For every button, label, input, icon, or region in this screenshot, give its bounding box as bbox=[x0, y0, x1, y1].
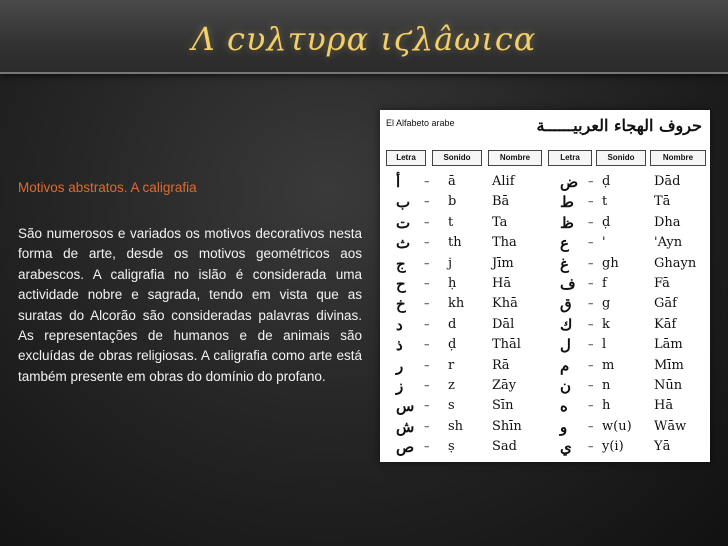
name-left: Rā bbox=[492, 357, 510, 373]
name-left: Hā bbox=[492, 276, 512, 291]
name-left: Khā bbox=[492, 296, 518, 312]
table-row bbox=[380, 437, 710, 457]
separator-dash: – bbox=[424, 440, 430, 454]
separator-dash: – bbox=[588, 215, 594, 229]
letter-right: ي bbox=[560, 438, 572, 457]
table-row bbox=[380, 396, 710, 416]
table-row bbox=[380, 294, 710, 314]
col-letter-left: Letra bbox=[386, 150, 426, 166]
name-right: Hā bbox=[654, 398, 674, 414]
separator-dash: – bbox=[424, 277, 430, 290]
letter-right: غ bbox=[560, 254, 569, 273]
separator-dash: – bbox=[588, 236, 594, 250]
letter-left: ح bbox=[396, 275, 406, 293]
name-right: Tā bbox=[654, 194, 671, 210]
name-right: Kāf bbox=[654, 316, 677, 332]
separator-dash: – bbox=[588, 440, 594, 454]
separator-dash: – bbox=[424, 379, 430, 392]
separator-dash: – bbox=[424, 215, 430, 229]
slide-subtitle: Motivos abstratos. A caligrafia bbox=[18, 180, 197, 195]
letter-right: ظ bbox=[560, 213, 574, 232]
sound-left: ḍ bbox=[448, 337, 457, 353]
name-right: Dād bbox=[654, 174, 681, 189]
letter-left: ب bbox=[396, 193, 411, 212]
name-left: Tha bbox=[492, 235, 517, 251]
name-right: Fā bbox=[654, 276, 670, 291]
col-letter-right: Letra bbox=[548, 150, 592, 166]
table-row bbox=[380, 376, 710, 396]
name-left: Dāl bbox=[492, 316, 515, 332]
separator-dash: – bbox=[588, 358, 594, 372]
slide-title: Λ ϲυλτυρα ιϛλâωιϲα bbox=[191, 20, 537, 58]
separator-dash: – bbox=[424, 419, 430, 433]
sound-right: y(i) bbox=[602, 439, 624, 455]
sound-left: ṣ bbox=[448, 439, 455, 455]
letter-right: ف bbox=[560, 275, 576, 293]
table-row bbox=[380, 213, 710, 233]
arabic-alphabet-table bbox=[380, 110, 710, 462]
name-right: 'Ayn bbox=[654, 235, 683, 251]
letter-right: و bbox=[560, 417, 568, 436]
title-bar bbox=[0, 0, 728, 74]
name-left: Zāy bbox=[492, 378, 517, 393]
letter-left: د bbox=[396, 315, 403, 334]
letter-left: ث bbox=[396, 234, 411, 253]
sound-left: th bbox=[448, 235, 462, 251]
letter-left: ج bbox=[396, 254, 406, 273]
letter-left: ز bbox=[396, 377, 404, 395]
name-left: Jīm bbox=[492, 255, 514, 271]
letter-right: م bbox=[560, 356, 570, 375]
name-right: Dha bbox=[654, 214, 681, 230]
sound-left: z bbox=[448, 378, 455, 393]
name-right: Wāw bbox=[654, 418, 687, 434]
table-row bbox=[380, 233, 710, 253]
sound-right: ' bbox=[602, 235, 606, 251]
name-left: Thāl bbox=[492, 337, 521, 353]
letter-left: ت bbox=[396, 213, 411, 232]
sound-right: t bbox=[602, 194, 608, 210]
name-right: Mīm bbox=[654, 357, 684, 373]
table-row bbox=[380, 335, 710, 355]
sound-right: ḍ bbox=[602, 214, 611, 230]
sound-left: ā bbox=[448, 174, 456, 189]
letter-left: ذ bbox=[396, 336, 403, 355]
table-row bbox=[380, 356, 710, 376]
letter-right: ه bbox=[560, 397, 568, 416]
separator-dash: – bbox=[588, 277, 594, 290]
letter-left: خ bbox=[396, 295, 406, 314]
sound-right: n bbox=[602, 378, 611, 393]
alphabet-header: El Alfabeto arabe bbox=[386, 118, 455, 128]
separator-dash: – bbox=[424, 358, 430, 372]
letter-left: ش bbox=[396, 417, 415, 436]
sound-left: r bbox=[448, 357, 455, 373]
sound-left: s bbox=[448, 398, 455, 414]
table-row bbox=[380, 315, 710, 335]
name-right: Ghayn bbox=[654, 255, 697, 271]
letter-left: س bbox=[396, 397, 415, 416]
letter-left: ص bbox=[396, 438, 415, 457]
sound-left: kh bbox=[448, 296, 465, 312]
table-row bbox=[380, 417, 710, 437]
col-name-left: Nombre bbox=[488, 150, 542, 166]
sound-left: sh bbox=[448, 418, 464, 434]
col-sound-right: Sonido bbox=[596, 150, 646, 166]
separator-dash: – bbox=[588, 195, 594, 209]
separator-dash: – bbox=[588, 338, 594, 352]
separator-dash: – bbox=[424, 236, 430, 250]
name-left: Ta bbox=[492, 214, 508, 230]
table-row bbox=[380, 254, 710, 274]
separator-dash: – bbox=[424, 399, 430, 413]
sound-right: gh bbox=[602, 255, 619, 271]
name-left: Sad bbox=[492, 439, 517, 455]
sound-left: ḥ bbox=[448, 276, 457, 291]
name-right: Lām bbox=[654, 337, 683, 353]
sound-right: k bbox=[602, 316, 610, 332]
col-name-right: Nombre bbox=[650, 150, 706, 166]
sound-left: j bbox=[448, 255, 453, 271]
sound-left: t bbox=[448, 214, 454, 230]
table-row bbox=[380, 172, 710, 192]
slide-body-text: São numerosos e variados os motivos decorativos nesta forma de arte, desde os motivos geométricos aos arabescos. A caligrafia no islão é considerada uma actividade nobre e sagrada, tendo em vista que as suratas do Alcorão são consideradas palavras divinas. As representações de humanos e de animais são excluídas de obras religiosas. A caligrafia como arte está também presente em obras do domínio do profano. bbox=[18, 226, 362, 384]
separator-dash: – bbox=[424, 195, 430, 209]
separator-dash: – bbox=[424, 256, 430, 270]
sound-left: b bbox=[448, 194, 457, 210]
separator-dash: – bbox=[424, 317, 430, 331]
table-row bbox=[380, 274, 710, 294]
name-left: Bā bbox=[492, 194, 510, 210]
name-left: Alif bbox=[492, 174, 515, 189]
table-row bbox=[380, 192, 710, 212]
letter-right: ل bbox=[560, 336, 571, 355]
separator-dash: – bbox=[588, 317, 594, 331]
sound-right: ḍ bbox=[602, 174, 611, 189]
letter-right: ك bbox=[560, 315, 573, 334]
separator-dash: – bbox=[588, 379, 594, 392]
col-sound-left: Sonido bbox=[432, 150, 482, 166]
sound-right: f bbox=[602, 276, 607, 291]
sound-right: m bbox=[602, 357, 615, 373]
name-right: Gāf bbox=[654, 296, 677, 312]
separator-dash: – bbox=[588, 419, 594, 433]
separator-dash: – bbox=[588, 175, 594, 188]
letter-left: أ bbox=[396, 173, 401, 191]
alphabet-arabic-title: حروف الهجاء العربيــــــة bbox=[536, 116, 702, 135]
name-right: Yā bbox=[654, 439, 671, 455]
letter-right: ط bbox=[560, 193, 574, 212]
name-left: Shīn bbox=[492, 418, 522, 434]
separator-dash: – bbox=[588, 297, 594, 311]
letter-right: ق bbox=[560, 295, 572, 314]
name-right: Nūn bbox=[654, 378, 683, 393]
separator-dash: – bbox=[424, 338, 430, 352]
letter-right: ن bbox=[560, 377, 572, 395]
letter-right: ع bbox=[560, 234, 569, 253]
letter-left: ر bbox=[396, 356, 404, 375]
letter-right: ض bbox=[560, 173, 579, 191]
separator-dash: – bbox=[588, 399, 594, 413]
sound-right: w(u) bbox=[602, 418, 632, 434]
sound-left: d bbox=[448, 316, 457, 332]
sound-right: l bbox=[602, 337, 607, 353]
separator-dash: – bbox=[588, 256, 594, 270]
sound-right: g bbox=[602, 296, 611, 312]
separator-dash: – bbox=[424, 297, 430, 311]
name-left: Sīn bbox=[492, 398, 514, 414]
separator-dash: – bbox=[424, 175, 430, 188]
sound-right: h bbox=[602, 398, 611, 414]
